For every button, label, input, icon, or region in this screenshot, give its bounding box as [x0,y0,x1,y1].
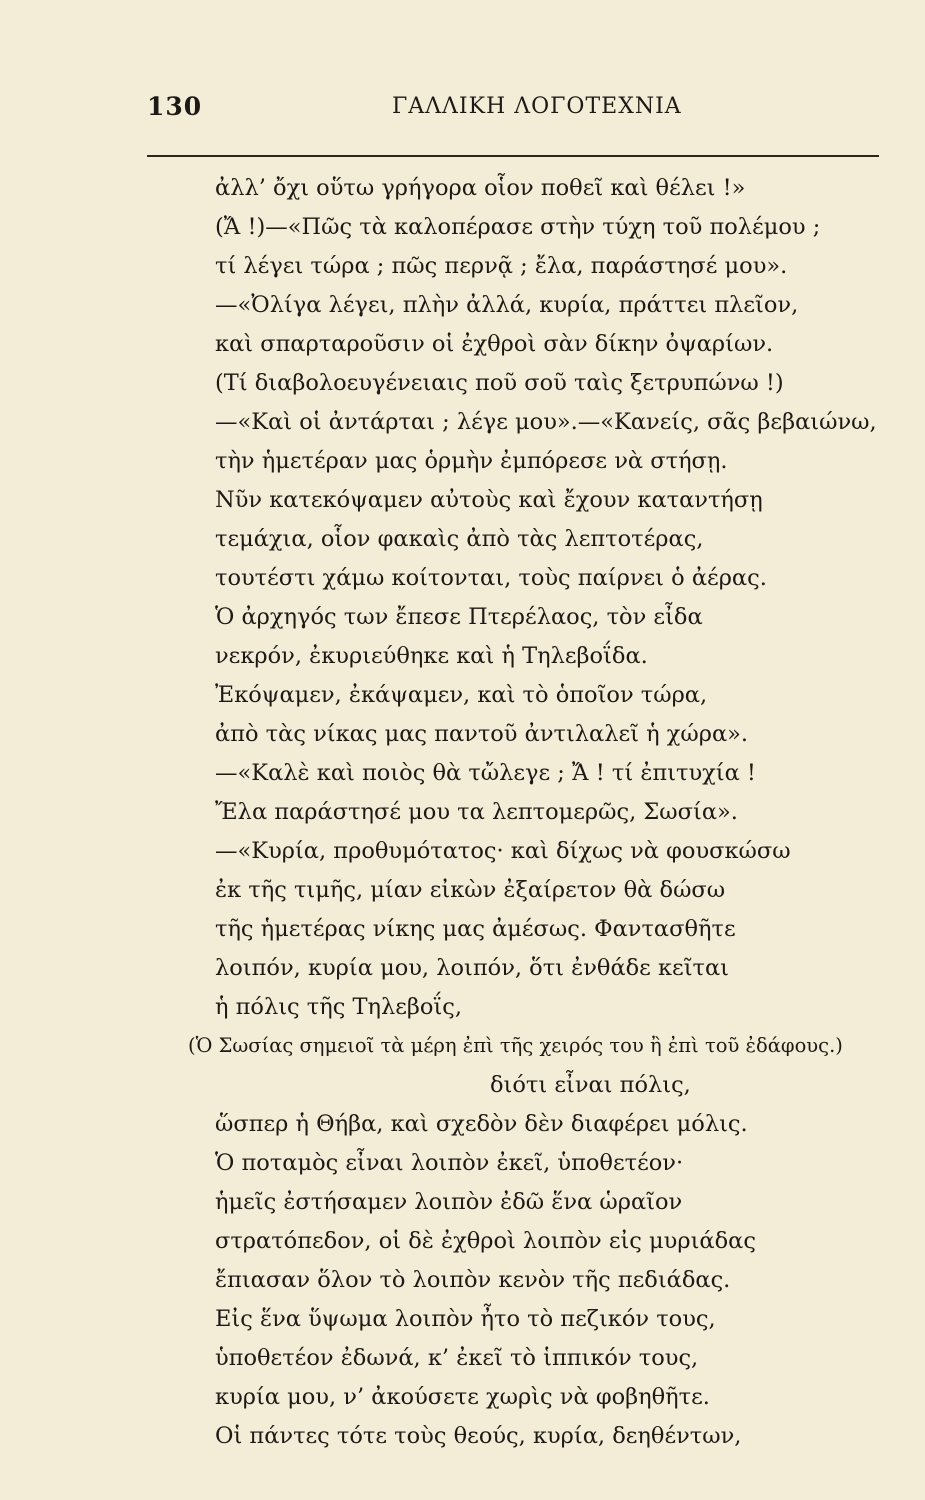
verse-line: τεμάχια, οἷον φακαὶς ἀπὸ τὰς λεπτοτέρας, [215,526,704,552]
page-header [147,92,879,132]
verse-line: (Τί διαβολοευγένειαις ποῦ σοῦ ταὶς ξετρυπώνω !) [215,370,784,396]
verse-line: τὴν ἡμετέραν μας ὁρμὴν ἐμπόρεσε νὰ στήσῃ. [215,448,728,474]
verse-line: ἔπιασαν ὅλον τὸ λοιπὸν κενὸν τῆς πεδιάδας. [215,1267,731,1293]
verse-line: ὑποθετέον ἐδωνά, κ’ ἐκεῖ τὸ ἱππικόν τους, [215,1345,699,1371]
verse-line: ἡ πόλις τῆς Τηλεβοΐς, [215,994,463,1020]
running-title: ΓΑΛΛΙΚΗ ΛΟΓΟΤΕΧΝΙΑ [392,94,682,119]
page-number: 130 [147,92,203,121]
verse-line: ἀλλ’ ὄχι οὕτω γρήγορα οἷον ποθεῖ καὶ θέλει !» [215,175,746,201]
verse-line: —«Καλὲ καὶ ποιὸς θὰ τὤλεγε ; Ἄ ! τί ἐπιτυχία ! [215,760,756,786]
verse-line: στρατόπεδον, οἱ δὲ ἐχθροὶ λοιπὸν εἰς μυριάδας [215,1228,756,1254]
verse-line: Νῦν κατεκόψαμεν αὐτοὺς καὶ ἔχουν καταντήσῃ [215,487,763,513]
verse-line: —«Καὶ οἱ ἀντάρται ; λέγε μου».—«Κανείς, σᾶς βεβαιώνω, [215,409,877,435]
verse-line: τῆς ἡμετέρας νίκης μας ἀμέσως. Φαντασθῆτε [215,916,736,942]
verse-line: Εἰς ἕνα ὕψωμα λοιπὸν ἦτο τὸ πεζικόν τους, [215,1306,716,1332]
verse-line: Ὁ ἀρχηγός των ἔπεσε Πτερέλαος, τὸν εἶδα [215,604,703,630]
verse-line: ἐκ τῆς τιμῆς, μίαν εἰκὼν ἐξαίρετον θὰ δώσω [215,877,726,903]
verse-line: κυρία μου, ν’ ἀκούσετε χωρὶς νὰ φοβηθῆτε. [215,1384,710,1410]
header-rule [147,155,879,157]
verse-line: —«Ὀλίγα λέγει, πλὴν ἀλλά, κυρία, πράττει πλεῖον, [215,292,799,318]
verse-line: Ἐκόψαμεν, ἐκάψαμεν, καὶ τὸ ὁποῖον τώρα, [215,682,708,708]
verse-line: —«Κυρία, προθυμότατος· καὶ δίχως νὰ φουσκώσω [215,838,791,864]
stage-direction: (Ὁ Σωσίας σημειοῖ τὰ μέρη ἐπὶ τῆς χειρός του ἢ ἐπὶ τοῦ ἐδάφους.) [188,1034,843,1057]
verse-line: διότι εἶναι πόλις, [490,1072,691,1098]
verse-line: τί λέγει τώρα ; πῶς περνᾷ ; ἔλα, παράστησέ μου». [215,253,788,279]
verse-line: Ἔλα παράστησέ μου τα λεπτομερῶς, Σωσία». [215,799,738,825]
verse-line: τουτέστι χάμω κοίτονται, τοὺς παίρνει ὁ ἀέρας. [215,565,767,591]
verse-line: ἡμεῖς ἐστήσαμεν λοιπὸν ἐδῶ ἕνα ὡραῖον [215,1189,683,1215]
verse-line: ὥσπερ ἡ Θήβα, καὶ σχεδὸν δὲν διαφέρει μόλις. [215,1111,748,1137]
verse-line: Οἱ πάντες τότε τοὺς θεούς, κυρία, δεηθέντων, [215,1423,742,1449]
verse-line: καὶ σπαρταροῦσιν οἱ ἐχθροὶ σὰν δίκην ὀψαρίων. [215,331,774,357]
verse-line: λοιπόν, κυρία μου, λοιπόν, ὅτι ἐνθάδε κεῖται [215,955,729,981]
verse-line: Ὁ ποταμὸς εἶναι λοιπὸν ἐκεῖ, ὑποθετέον· [215,1150,684,1176]
verse-line: (Ἄ !)—«Πῶς τὰ καλοπέρασε στὴν τύχη τοῦ πολέμου ; [215,214,821,240]
verse-line: νεκρόν, ἐκυριεύθηκε καὶ ἡ Τηλεβοΐδα. [215,643,648,669]
verse-line: ἀπὸ τὰς νίκας μας παντοῦ ἀντιλαλεῖ ἡ χώρα». [215,721,749,747]
